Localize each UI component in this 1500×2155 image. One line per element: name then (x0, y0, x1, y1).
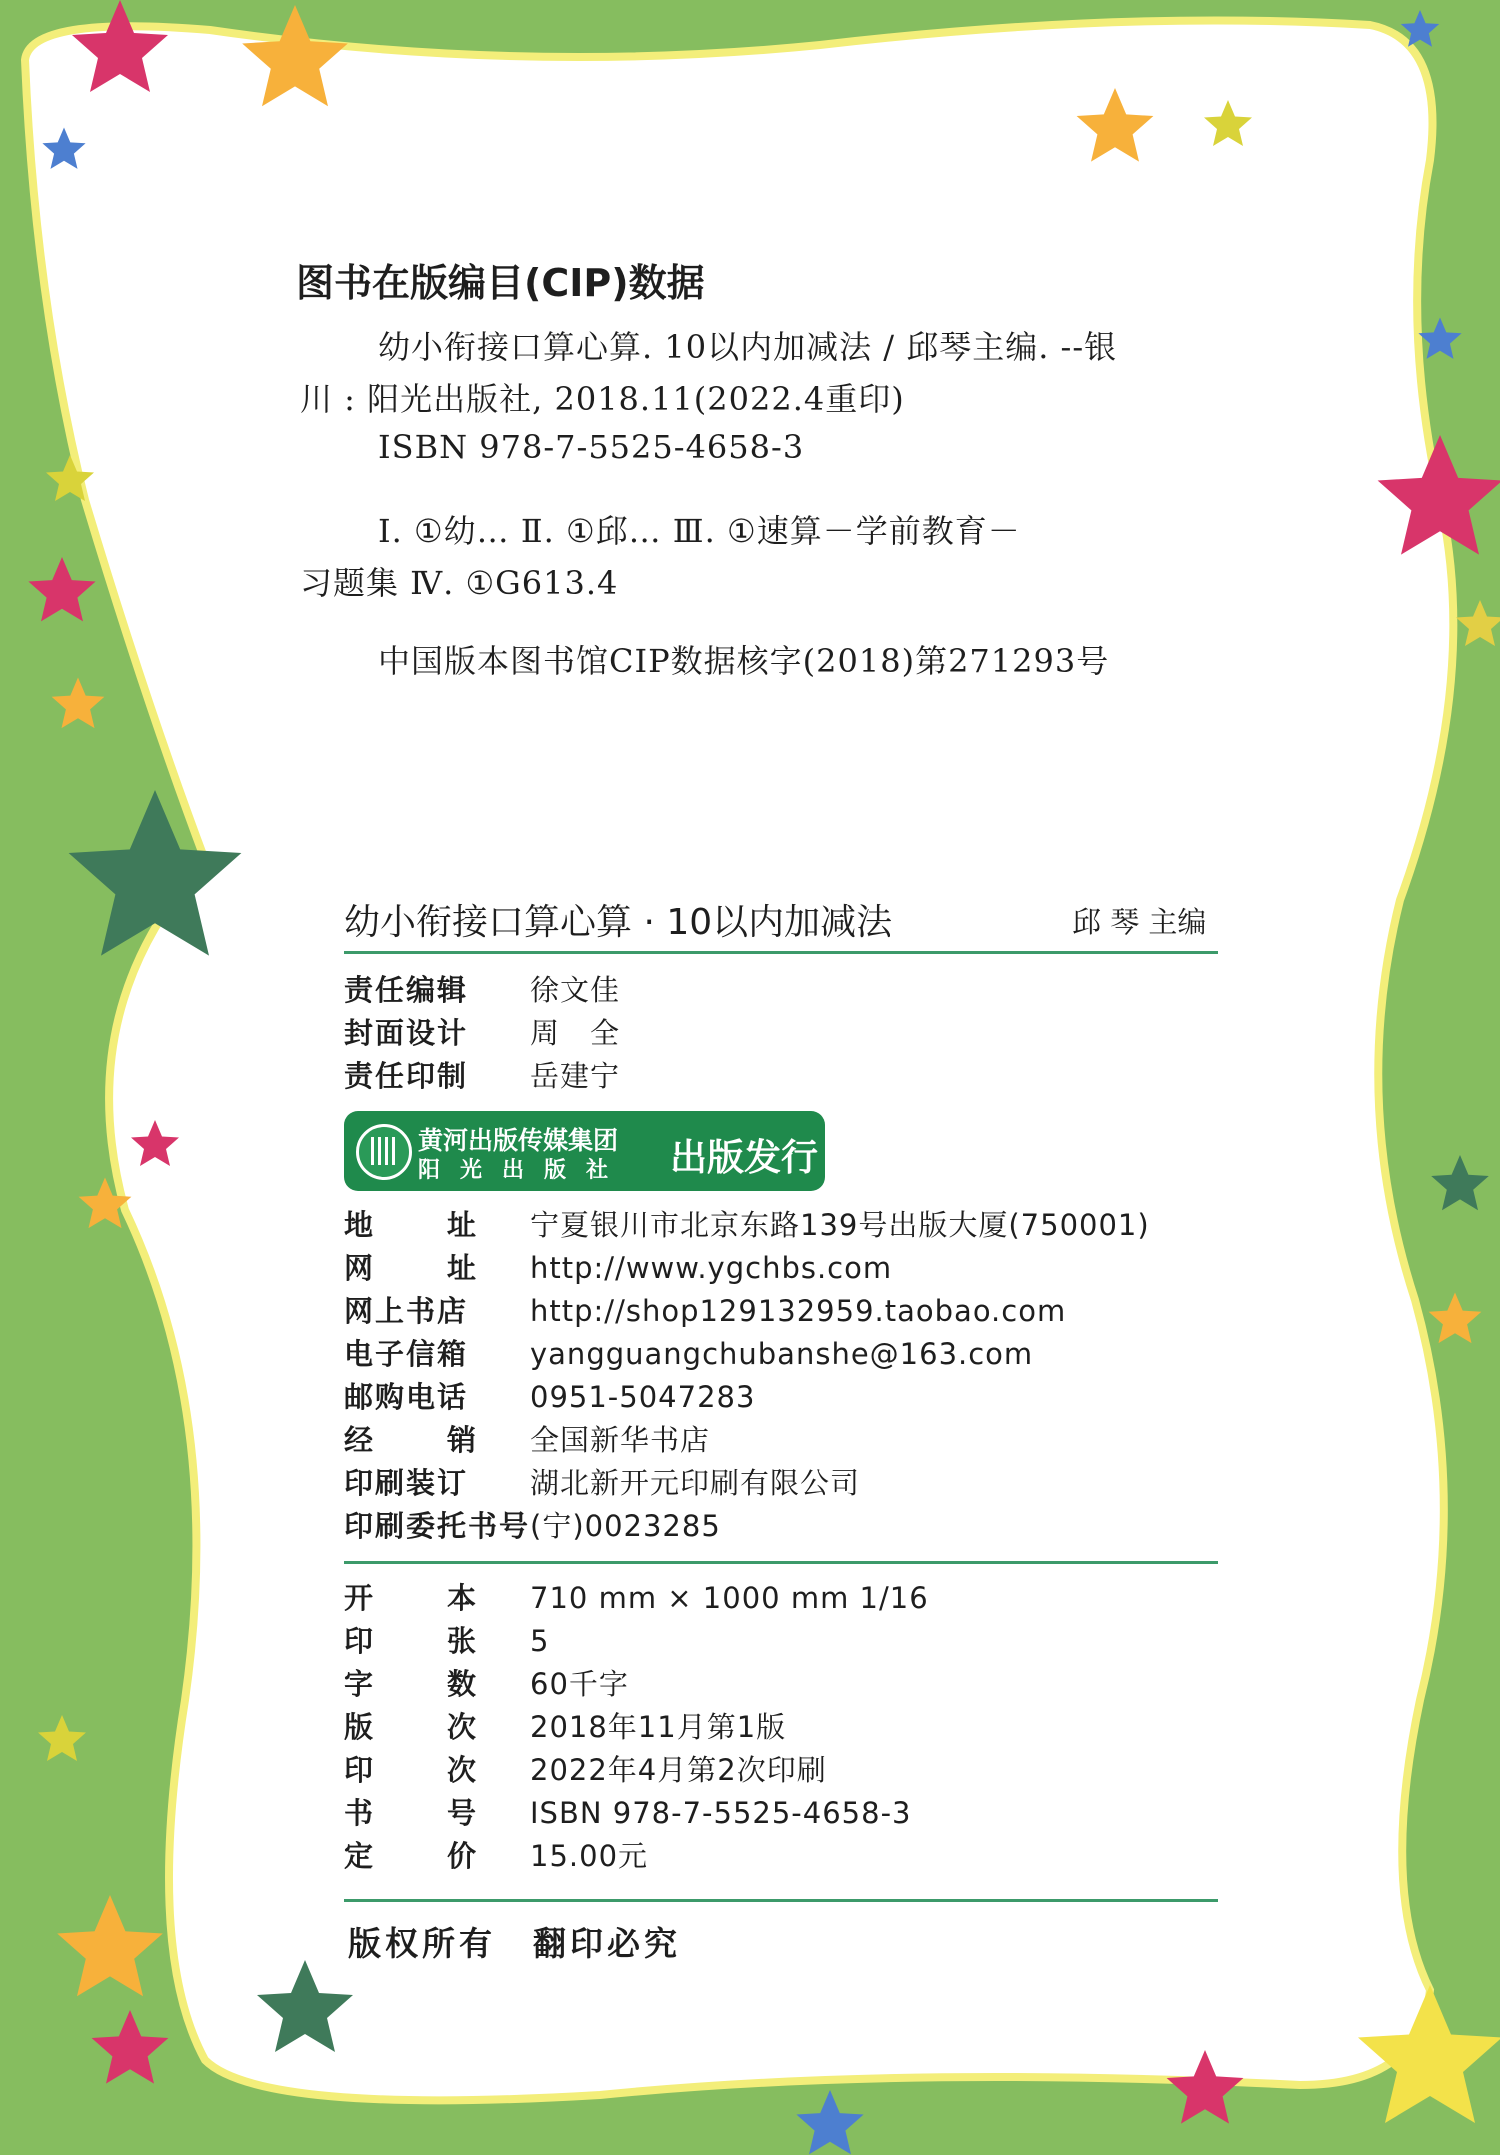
row-label: 网上书店 (344, 1294, 469, 1328)
cip-line: 幼小衔接口算心算. 10以内加减法 / 邱琴主编. --银 (378, 328, 1118, 366)
row-value: 5 (530, 1624, 550, 1658)
row-label: 地址 (344, 1208, 478, 1242)
publisher-action: 出版发行 (670, 1135, 818, 1179)
row-value: 15.00元 (530, 1839, 649, 1873)
row-value: 60千字 (530, 1667, 629, 1701)
book-title: 幼小衔接口算心算 · 10以内加减法 (344, 902, 893, 943)
row-value: 2022年4月第2次印刷 (530, 1753, 827, 1787)
cip-line: ISBN 978-7-5525-4658-3 (378, 428, 805, 466)
specs-row (344, 1750, 827, 1790)
row-value: 710 mm × 1000 mm 1/16 (530, 1581, 929, 1615)
row-label: 印刷委托书号 (344, 1509, 531, 1543)
row-value: 2018年11月第1版 (530, 1710, 787, 1744)
row-label: 电子信箱 (344, 1337, 469, 1371)
row-value: 全国新华书店 (530, 1423, 711, 1457)
row-label: 印张 (344, 1624, 478, 1658)
row-value: (宁)0023285 (530, 1509, 721, 1543)
cip-title: 图书在版编目(CIP)数据 (296, 261, 705, 305)
specs-row (344, 1578, 929, 1618)
copyright-notice: 版权所有 翻印必究 (348, 1924, 681, 1963)
row-label: 印刷装订 (344, 1466, 469, 1500)
row-label: 印次 (344, 1753, 478, 1787)
specs-row (344, 1664, 629, 1704)
row-value: 徐文佳 (530, 973, 621, 1007)
row-value: ISBN 978-7-5525-4658-3 (530, 1796, 912, 1830)
divider (344, 1561, 1218, 1564)
row-value: 宁夏银川市北京东路139号出版大厦(750001) (530, 1208, 1150, 1242)
specs-row (344, 1836, 648, 1876)
row-value: http://www.ygchbs.com (530, 1251, 893, 1285)
info-row (344, 1420, 710, 1460)
row-label: 责任印制 (344, 1059, 469, 1093)
staff-row (344, 1056, 620, 1096)
row-label: 字数 (344, 1667, 478, 1701)
row-label: 开本 (344, 1581, 478, 1615)
cip-line: 川 : 阳光出版社, 2018.11(2022.4重印) (300, 380, 905, 418)
publisher-badge (344, 1111, 825, 1191)
info-row (344, 1377, 755, 1417)
row-value: http://shop129132959.taobao.com (530, 1294, 1067, 1328)
cip-line: Ⅰ. ①幼… Ⅱ. ①邱… Ⅲ. ①速算－学前教育－ (378, 512, 1021, 550)
row-label: 邮购电话 (344, 1380, 469, 1414)
row-label: 封面设计 (344, 1016, 469, 1050)
info-row (344, 1248, 892, 1288)
row-label: 经销 (344, 1423, 478, 1457)
specs-row (344, 1707, 786, 1747)
info-row (344, 1463, 860, 1503)
info-row (344, 1205, 1150, 1245)
row-value: 周 全 (530, 1016, 621, 1050)
row-label: 版次 (344, 1710, 478, 1744)
staff-row (344, 1013, 620, 1053)
cip-line: 中国版本图书馆CIP数据核字(2018)第271293号 (378, 642, 1110, 680)
row-value: 0951-5047283 (530, 1380, 756, 1414)
info-row (344, 1506, 721, 1546)
publisher-logo-icon (356, 1124, 412, 1180)
row-value: 岳建宁 (530, 1059, 621, 1093)
row-label: 定价 (344, 1839, 478, 1873)
row-label: 责任编辑 (344, 973, 469, 1007)
divider (344, 1899, 1218, 1902)
publisher-name: 阳光出版社 (418, 1158, 629, 1183)
specs-row (344, 1621, 549, 1661)
row-label: 网址 (344, 1251, 478, 1285)
cip-line: 习题集 Ⅳ. ①G613.4 (300, 564, 619, 602)
book-author: 邱 琴 主编 (1072, 905, 1207, 939)
row-value: 湖北新开元印刷有限公司 (530, 1466, 861, 1500)
row-value: yangguangchubanshe@163.com (530, 1337, 1034, 1371)
info-row (344, 1334, 1033, 1374)
info-row (344, 1291, 1066, 1331)
row-label: 书号 (344, 1796, 478, 1830)
publisher-group: 黄河出版传媒集团 (418, 1126, 619, 1155)
specs-row (344, 1793, 911, 1833)
divider (344, 951, 1218, 954)
staff-row (344, 970, 620, 1010)
